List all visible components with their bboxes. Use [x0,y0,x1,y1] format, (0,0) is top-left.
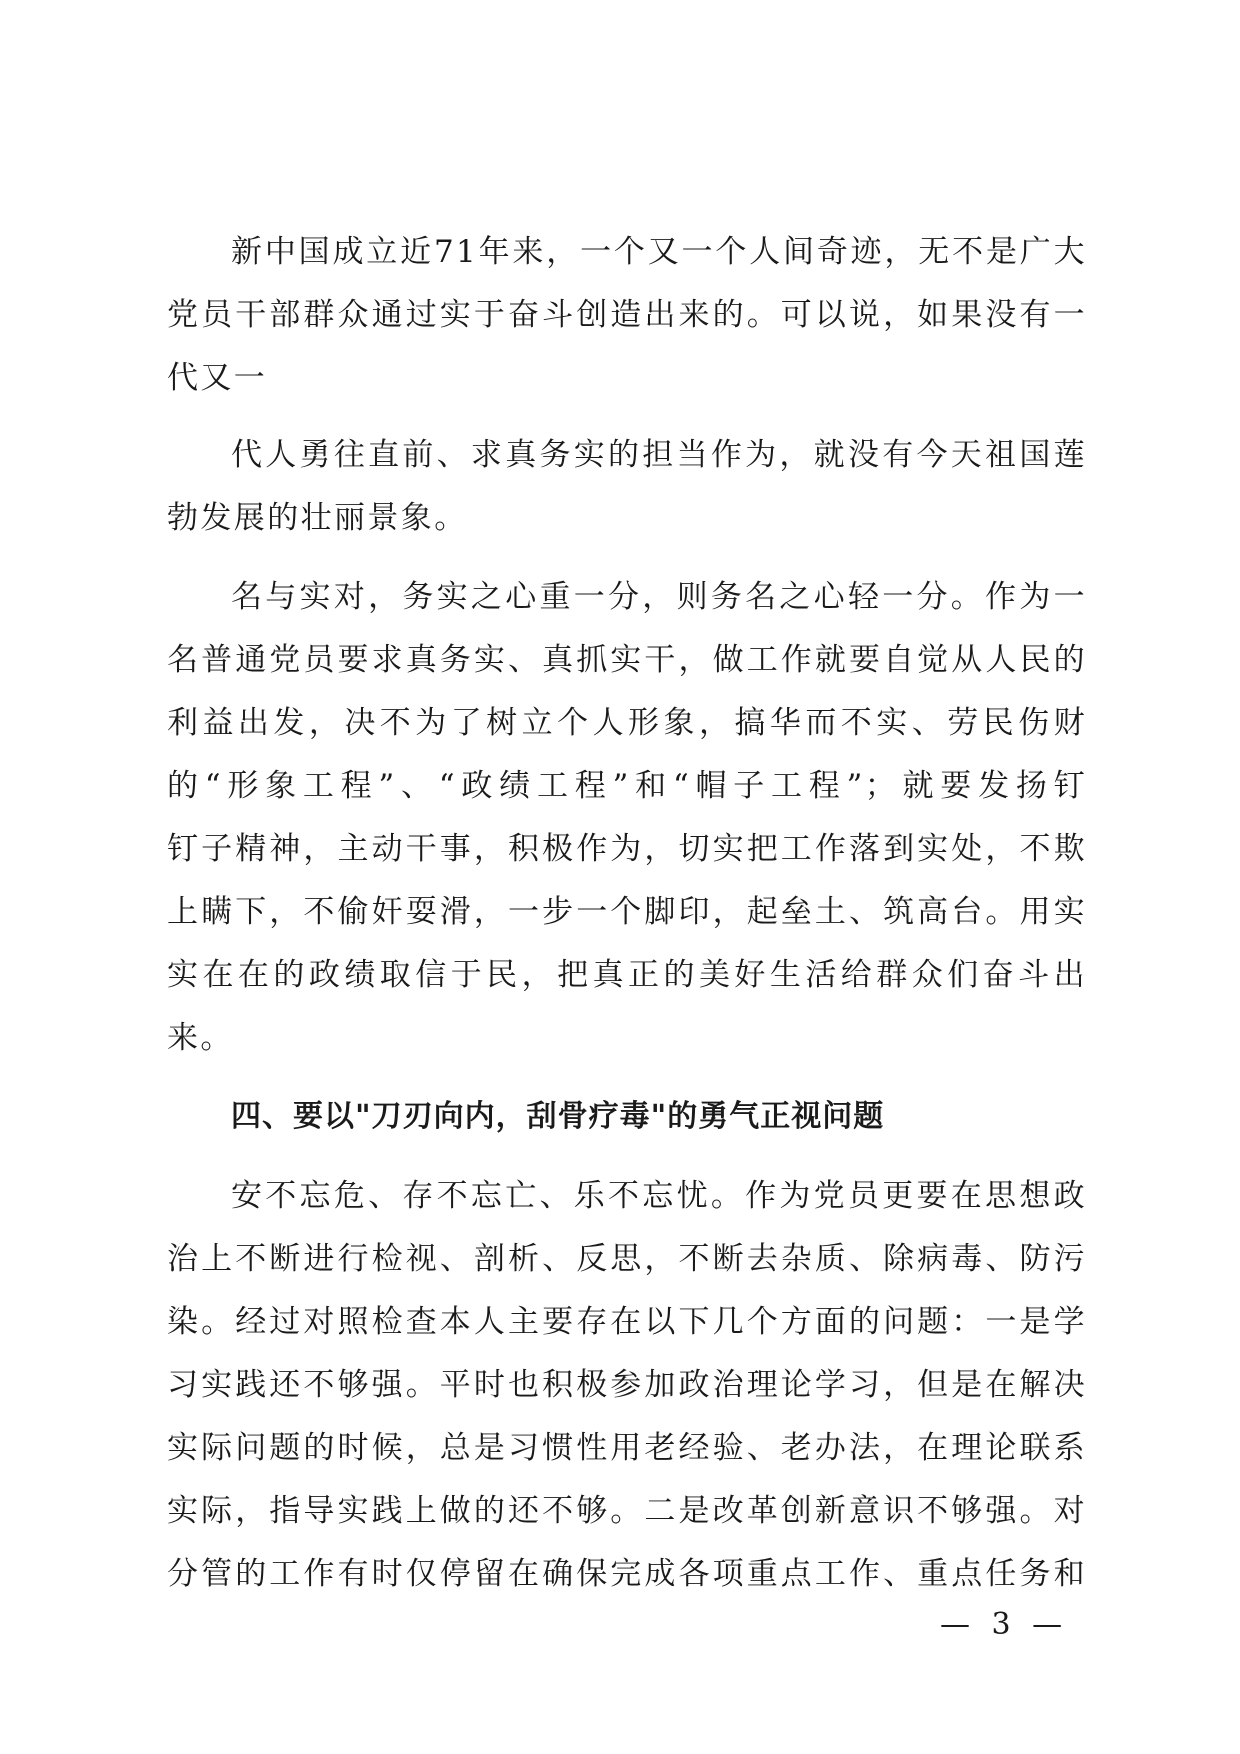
paragraph-line: 钉子精神，主动干事，积极作为，切实把工作落到实处，不欺 [167,831,1087,867]
paragraph-line: 安不忘危、存不忘亡、乐不忘忧。作为党员更要在思想政 [231,1178,1087,1214]
paragraph-line: 实在在的政绩取信于民，把真正的美好生活给群众们奋斗出 [167,957,1087,993]
paragraph-line: 代人勇往直前、求真务实的担当作为，就没有今天祖国莲 [231,437,1087,473]
paragraph-line: 习实践还不够强。平时也积极参加政治理论学习，但是在解决 [167,1367,1087,1403]
paragraph-line: 勃发展的壮丽景象。 [167,500,468,536]
paragraph-line: 党员干部群众通过实于奋斗创造出来的。可以说，如果没有一 [167,297,1087,333]
paragraph-line: 实际问题的时候，总是习惯性用老经验、老办法，在理论联系 [167,1430,1087,1466]
paragraph-line: 代又一 [167,360,268,396]
paragraph-line: 治上不断进行检视、剖析、反思，不断去杂质、除病毒、防污 [167,1241,1087,1277]
paragraph-line: 分管的工作有时仅停留在确保完成各项重点工作、重点任务和 [167,1556,1087,1592]
paragraph-line: 的“形象工程”、“政绩工程”和“帽子工程”；就要发扬钉 [167,768,1087,804]
page-number: — 3 — [940,1607,1069,1642]
paragraph-line: 上瞒下，不偷奸耍滑，一步一个脚印，起垒土、筑高台。用实 [167,894,1087,930]
paragraph-line: 利益出发，决不为了树立个人形象，搞华而不实、劳民伤财 [167,705,1087,741]
section-heading: 四、要以"刀刃向内，刮骨疗毒"的勇气正视问题 [231,1099,885,1134]
paragraph-line: 染。经过对照检查本人主要存在以下几个方面的问题：一是学 [167,1304,1087,1340]
paragraph-line: 新中国成立近71年来，一个又一个人间奇迹，无不是广大 [231,234,1087,270]
paragraph-line: 名普通党员要求真务实、真抓实干，做工作就要自觉从人民的 [167,642,1087,678]
paragraph-line: 实际，指导实践上做的还不够。二是改革创新意识不够强。对 [167,1493,1087,1529]
paragraph-line: 来。 [167,1020,234,1056]
paragraph-line: 名与实对，务实之心重一分，则务名之心轻一分。作为一 [231,579,1087,615]
